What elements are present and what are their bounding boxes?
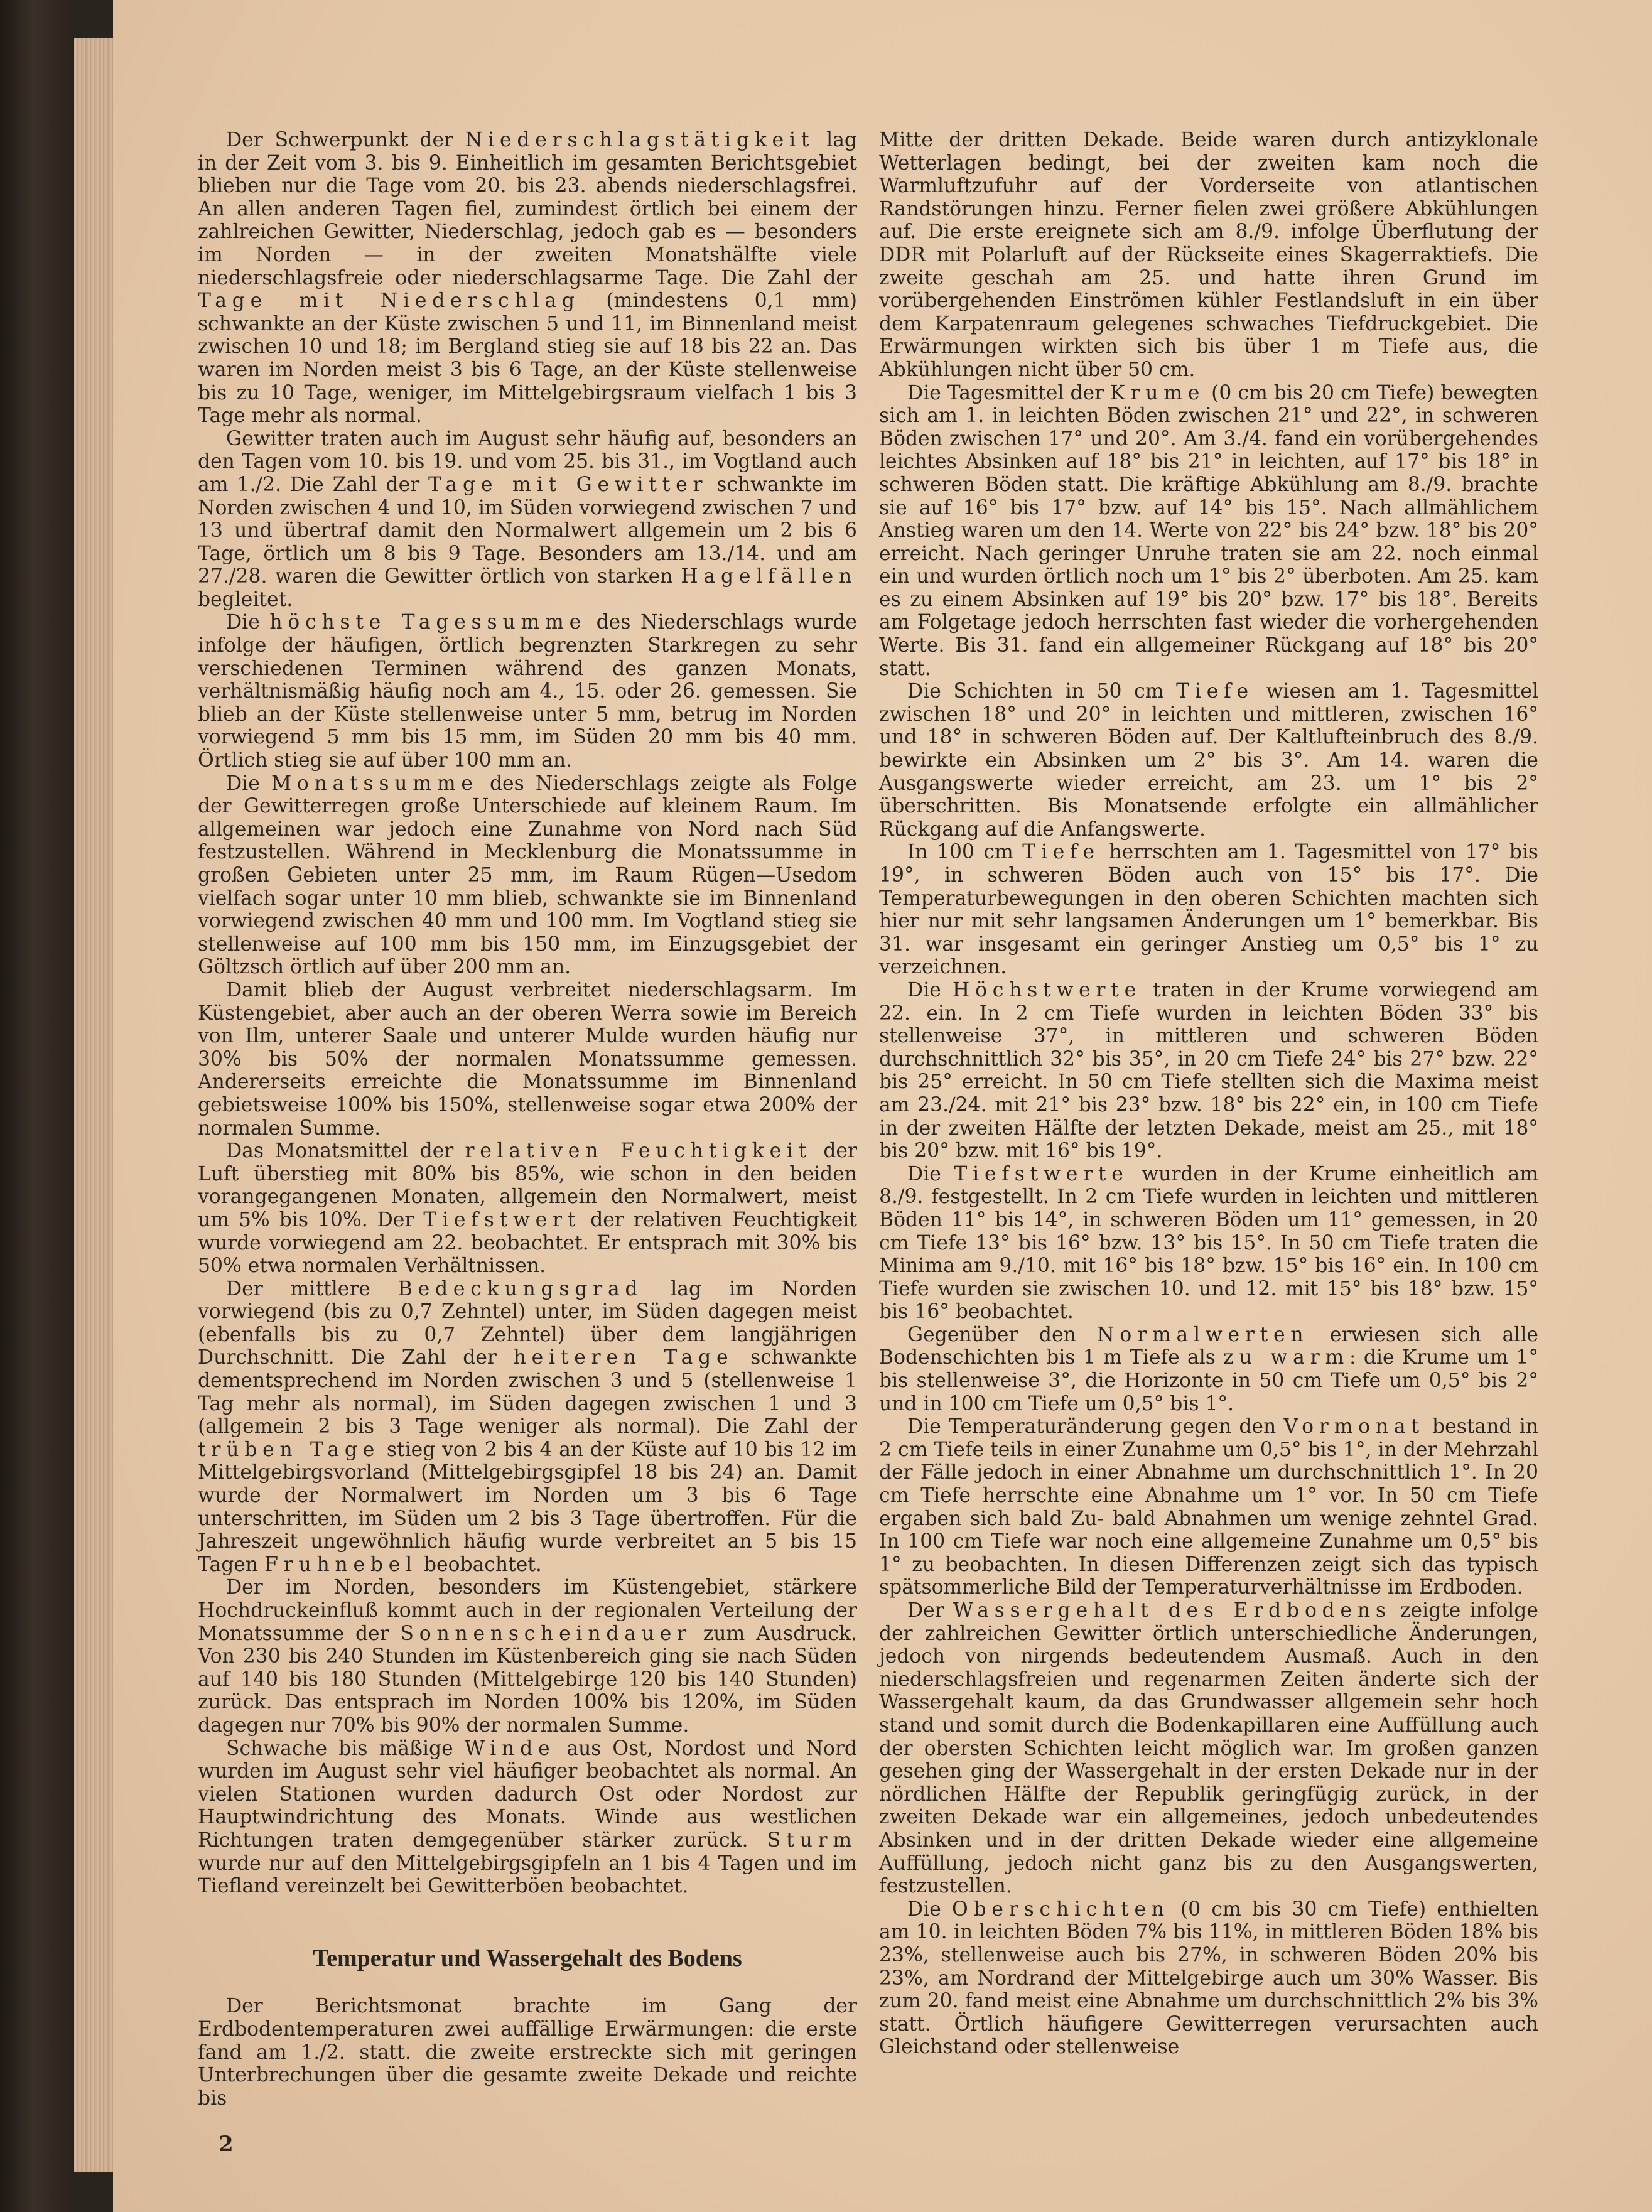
book-spine: [0, 0, 74, 2212]
paragraph: Die Schichten in 50 cm Tiefe wiesen am 1. Tagesmittel zwischen 18° und 20° in leichten und mittleren, zwischen 16° und 18° in schweren Böden auf. Der Kaltlufteinbruch des 8./9. bewirkte ein Absinken um 2° bis 3°. Am 14. waren die Ausgangswerte wieder erreicht, am 23. um 1° bis 2° überschritten. Bis Monatsende erfolgte ein allmählicher Rückgang auf die Anfangswerte.: [879, 680, 1538, 841]
paragraph: Die Oberschichten (0 cm bis 30 cm Tiefe) enthielten am 10. in leichten Böden 7% bis 11%, in mittleren Böden 18% bis 23%, stellenweise auch bis 27%, in schweren Böden 20% bis 23%, am Nordrand der Mittelgebirge auch um 30% Wasser. Bis zum 20. fand meist eine Abnahme um durchschnittlich 2% bis 3% statt. Örtlich häufigere Gewitterregen verursachten auch Gleichstand oder stellenweise: [879, 1897, 1538, 2059]
paragraph: Die höchste Tagessumme des Niederschlags wurde infolge der häufigen, örtlich begrenzten Starkregen zu sehr verschiedenen Terminen während des ganzen Monats, verhältnismäßig häufig noch am 4., 15. oder 26. gemessen. Sie blieb an der Küste stellenweise unter 5 mm, betrug im Norden vorwiegend 5 mm bis 15 mm, im Süden 20 mm bis 40 mm. Örtlich stieg sie auf über 100 mm an.: [198, 611, 857, 772]
paragraph: In 100 cm Tiefe herrschten am 1. Tagesmittel von 17° bis 19°, in schweren Böden auch von 15° bis 17°. Die Temperaturbewegungen in den oberen Schichten machten sich hier nur mit sehr langsamen Änderungen um 1° bemerkbar. Bis 31. war insgesamt ein geringer Anstieg um 0,5° bis 1° zu verzeichnen.: [879, 841, 1538, 979]
paragraph: Die Tiefstwerte wurden in der Krume einheitlich am 8./9. festgestellt. In 2 cm Tiefe wurden in leichten und mittleren Böden 11° bis 14°, in schweren Böden um 11° gemessen, in 20 cm Tiefe 13° bis 16° bzw. 13° bis 15°. In 50 cm Tiefe traten die Minima am 9./10. mit 16° bis 18° bzw. 15° bis 16° ein. In 100 cm Tiefe wurden sie zwischen 10. und 12. mit 15° bis 18° bzw. 15° bis 16° beobachtet.: [879, 1162, 1539, 1324]
paragraph: Mitte der dritten Dekade. Beide waren durch antizyklonale Wetterlagen bedingt, bei der zweiten kam noch die Warmluftzufuhr auf der Vorderseite von atlantischen Randstörungen hinzu. Ferner fielen zwei größere Abkühlungen auf. Die erste ereignete sich am 8./9. infolge Überflutung der DDR mit Polarluft auf der Rückseite eines Skagerraktiefs. Die zweite geschah am 25. und hatte ihren Grund im vorübergehenden Einströmen kühler Festlandsluft in ein über dem Karpatenraum gelegenes schwaches Tiefdruckgebiet. Die Erwärmungen wirkten sich bis über 1 m Tiefe aus, die Abkühlungen nicht über 50 cm.: [879, 129, 1538, 381]
section-heading: Temperatur und Wassergehalt des Bodens: [313, 1945, 742, 1972]
paragraph: Der Schwerpunkt der Niederschlagstätigkeit lag in der Zeit vom 3. bis 9. Einheitlich im gesamten Berichtsgebiet blieben nur die Tage vom 20. bis 23. abends niederschlagsfrei. An allen anderen Tagen fiel, zumindest örtlich bei einem der zahlreichen Gewitter, Niederschlag, jedoch gab es — besonders im Norden — in der zweiten Monatshälfte viele niederschlagsfreie oder niederschlagsarme Tage. Die Zahl der Tage mit Niederschlag (mindestens 0,1 mm) schwankte an der Küste zwischen 5 und 11, im Binnenland meist zwischen 10 und 18; im Bergland stieg sie auf 18 bis 22 an. Das waren im Norden meist 3 bis 6 Tage, an der Küste stellenweise bis zu 10 Tage, weniger, im Mittelgebirgsraum vielfach 1 bis 3 Tage mehr als normal.: [198, 129, 857, 428]
paragraph: Schwache bis mäßige Winde aus Ost, Nordost und Nord wurden im August sehr viel häufiger beobachtet als normal. An vielen Stationen wurden dadurch Ost oder Nordost zur Hauptwindrichtung des Monats. Winde aus westlichen Richtungen traten demgegenüber stärker zurück. Sturm wurde nur auf den Mittelgebirgsgipfeln an 1 bis 4 Tagen und im Tiefland vereinzelt bei Gewitterböen beobachtet.: [198, 1737, 857, 1898]
paragraph: Der Wassergehalt des Erdbodens zeigte infolge der zahlreichen Gewitter örtlich unterschiedliche Änderungen, jedoch von nirgends bedeutendem Ausmaß. Auch in den niederschlagsfreien und regenarmen Zeiten änderte sich der Wassergehalt kaum, da das Grundwasser allgemein sehr hoch stand und somit durch die Bodenkapillaren eine Auffüllung auch der obersten Schichten leicht möglich war. Im großen ganzen gesehen ging der Wassergehalt in der ersten Dekade nur in der nördlichen Hälfte der Republik geringfügig zurück, in der zweiten Dekade war ein allgemeines, jedoch unbedeutendes Absinken und in der dritten Dekade wieder eine allgemeine Auffüllung, jedoch nicht ganz bis zu den Ausgangswerten, festzustellen.: [879, 1599, 1538, 1898]
document-page: [113, 0, 1652, 2212]
right-column: [879, 129, 1538, 2059]
paragraph: Das Monatsmittel der relativen Feuchtigkeit der Luft überstieg mit 80% bis 85%, wie schon in den beiden vorangegangenen Monaten, allgemein den Normalwert, meist um 5% bis 10%. Der Tiefstwert der relativen Feuchtigkeit wurde vorwiegend am 22. beobachtet. Er entsprach mit 30% bis 50% etwa normalen Verhältnissen.: [198, 1140, 858, 1278]
paragraph: Die Temperaturänderung gegen den Vormonat bestand in 2 cm Tiefe teils in einer Zunahme um 0,5° bis 1°, in der Mehrzahl der Fälle jedoch in einer Abnahme um durchschnittlich 1°. In 20 cm Tiefe herrschte eine Abnahme um 1° vor. In 50 cm Tiefe ergaben sich bald Zu- bald Abnahmen um wenige zehntel Grad. In 100 cm Tiefe war noch eine allgemeine Zunahme um 0,5° bis 1° zu beobachten. In diesen Differenzen zeigt sich das typisch spätsommerliche Bild der Temperaturverhältnisse im Erdboden.: [879, 1415, 1538, 1599]
paragraph: Gewitter traten auch im August sehr häufig auf, besonders an den Tagen vom 10. bis 19. und vom 25. bis 31., im Vogtland auch am 1./2. Die Zahl der Tage mit Gewitter schwankte im Norden zwischen 4 und 10, im Süden vorwiegend zwischen 7 und 13 und übertraf damit den Normalwert allgemein um 2 bis 6 Tage, örtlich um 8 bis 9 Tage. Besonders am 13./14. und am 27./28. waren die Gewitter örtlich von starken Hagelfällen begleitet.: [198, 427, 857, 611]
paragraph: Der mittlere Bedeckungsgrad lag im Norden vorwiegend (bis zu 0,7 Zehntel) unter, im Süden dagegen meist (ebenfalls bis zu 0,7 Zehntel) über dem langjährigen Durchschnitt. Die Zahl der heiteren Tage schwankte dementsprechend im Norden zwischen 3 und 5 (stellenweise 1 Tag mehr als normal), im Süden dagegen zwischen 1 und 3 (allgemein 2 bis 3 Tage weniger als normal). Die Zahl der trüben Tage stieg von 2 bis 4 an der Küste auf 10 bis 12 im Mittelgebirgsvorland (Mittelgebirgsgipfel 18 bis 24) an. Damit wurde der Normalwert im Norden um 3 bis 6 Tage unterschritten, im Süden um 2 bis 3 Tage übertroffen. Für die Jahreszeit ungewöhnlich häufig wurde verbreitet an 5 bis 15 Tagen Fruhnebel beobachtet.: [198, 1277, 858, 1576]
paragraph: Der im Norden, besonders im Küstengebiet, stärkere Hochdruckeinfluß kommt auch in der regionalen Verteilung der Monatssumme der Sonnenscheindauer zum Ausdruck. Von 230 bis 240 Stunden im Küstenbereich ging sie nach Süden auf 140 bis 180 Stunden (Mittelgebirge 120 bis 140 Stunden) zurück. Das entsprach im Norden 100% bis 120%, im Süden dagegen nur 70% bis 90% der normalen Summe.: [198, 1576, 857, 1737]
left-column: [198, 129, 857, 2110]
paragraph: Die Höchstwerte traten in der Krume vorwiegend am 22. ein. In 2 cm Tiefe wurden in leichten Böden 33° bis stellenweise 37°, in mittleren und schweren Böden durchschnittlich 32° bis 35°, in 20 cm Tiefe 24° bis 27° bzw. 22° bis 25° erreicht. In 50 cm Tiefe stellten sich die Maxima meist am 23./24. mit 21° bis 23° bzw. 18° bis 22° ein, in 100 cm Tiefe in der zweiten Hälfte der letzten Dekade, meist am 25., mit 18° bis 20° bzw. mit 16° bis 19°.: [879, 978, 1539, 1163]
page-edges: [74, 38, 113, 2172]
paragraph: Der Berichtsmonat brachte im Gang der Erdbodentemperaturen zwei auffällige Erwärmungen: die erste fand am 1./2. statt. die zweite erstreckte sich mit geringen Unterbrechungen über die gesamte zweite Dekade und reichte bis: [198, 1995, 857, 2110]
paragraph: Die Tagesmittel der Krume (0 cm bis 20 cm Tiefe) bewegten sich am 1. in leichten Böden zwischen 21° und 22°, in schweren Böden zwischen 17° und 20°. Am 3./4. fand ein vorübergehendes leichtes Absinken auf 18° bis 21° in leichten, auf 17° bis 18° in schweren Böden statt. Die kräftige Abkühlung am 8./9. brachte sie auf 16° bis 17° bzw. auf 14° bis 15°. Nach allmählichem Anstieg waren um den 14. Werte von 22° bis 24° bzw. 18° bis 20° erreicht. Nach geringer Unruhe traten sie am 22. noch einmal ein und wurden örtlich noch um 1° bis 2° überboten. Am 25. kam es zu einem Absinken auf 19° bis 20° bzw. 17° bis 18°. Bereits am Folgetage jedoch herrschten fast wieder die vorhergehenden Werte. Bis 31. fand ein allgemeiner Rückgang auf 18° bis 20° statt.: [879, 381, 1539, 680]
paragraph: Gegenüber den Normalwerten erwiesen sich alle Bodenschichten bis 1 m Tiefe als zu warm: die Krume um 1° bis stellenweise 3°, die Horizonte in 50 cm Tiefe um 0,5° bis 2° und in 100 cm Tiefe um 0,5° bis 1°.: [879, 1323, 1539, 1415]
paragraph: Damit blieb der August verbreitet niederschlagsarm. Im Küstengebiet, aber auch an der oberen Werra sowie im Bereich von Ilm, unterer Saale und unterer Mulde wurden häufig nur 30% bis 50% der normalen Monatssumme gemessen. Andererseits erreichte die Monatssumme im Binnenland gebietsweise 100% bis 150%, stellenweise sogar etwa 200% der normalen Summe.: [198, 978, 857, 1140]
paragraph: Die Monatssumme des Niederschlags zeigte als Folge der Gewitterregen große Unterschiede auf kleinem Raum. Im allgemeinen war jedoch eine Zunahme von Nord nach Süd festzustellen. Während in Mecklenburg die Monatssumme in großen Gebieten unter 25 mm, im Raum Rügen—Usedom vielfach sogar unter 10 mm blieb, schwankte sie im Binnenland vorwiegend zwischen 40 mm und 100 mm. Im Vogtland stieg sie stellenweise auf 100 mm bis 150 mm, im Einzugsgebiet der Göltzsch örtlich auf über 200 mm an.: [198, 772, 857, 979]
page-number: 2: [219, 2132, 234, 2157]
